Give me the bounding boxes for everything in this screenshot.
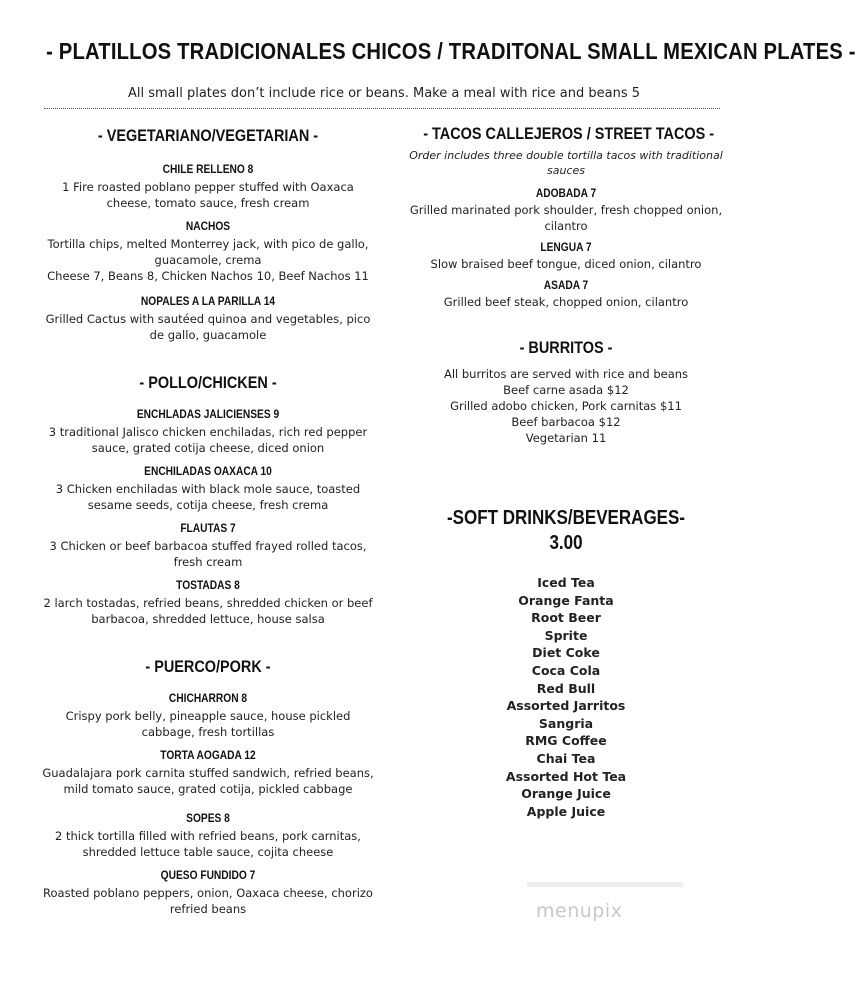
menu-item-desc: sauce, grated cotija cheese, diced onion xyxy=(91,441,325,455)
menu-item-desc: fresh cream xyxy=(173,555,243,569)
menu-item-name: ADOBADA 7 xyxy=(535,186,597,200)
burrito-line: Beef barbacoa $12 xyxy=(511,415,621,429)
menu-item-name: CHILE RELLENO 8 xyxy=(162,162,254,176)
menu-item-desc: 3 Chicken enchiladas with black mole sauce, toasted xyxy=(55,482,361,496)
menu-item-desc: Slow braised beef tongue, diced onion, cilantro xyxy=(430,257,702,271)
section-title-street-tacos: - TACOS CALLEJEROS / STREET TACOS - xyxy=(423,124,715,143)
menu-item-desc: 2 thick tortilla filled with refried beans, pork carnitas, xyxy=(55,829,361,843)
menu-item-desc: Guadalajara pork carnita stuffed sandwich, refried beans, xyxy=(42,766,374,780)
drink-item: Apple Juice xyxy=(526,803,606,819)
drink-item: Sprite xyxy=(544,627,588,643)
drink-item: Assorted Hot Tea xyxy=(505,768,627,784)
menu-item-desc: mild tomato sauce, grated cotija, pickled cabbage xyxy=(63,782,353,796)
menu-item-name: LENGUA 7 xyxy=(540,240,592,254)
page-title: - PLATILLOS TRADICIONALES CHICOS / TRADITONAL SMALL MEXICAN PLATES - xyxy=(46,38,856,64)
menu-item-name: ENCHILADAS OAXACA 10 xyxy=(144,464,272,478)
menupix-watermark: menupix xyxy=(536,900,623,922)
drinks-list xyxy=(398,574,734,820)
drink-item: Orange Fanta xyxy=(518,592,614,608)
drink-item: Root Beer xyxy=(531,610,601,626)
menu-item-desc: Roasted poblano peppers, onion, Oaxaca cheese, chorizo xyxy=(43,886,373,900)
tacos-note: Order includes three double tortilla tacos with traditional xyxy=(409,149,723,162)
burrito-line: All burritos are served with rice and beans xyxy=(443,367,689,381)
section-title-chicken: - POLLO/CHICKEN - xyxy=(139,373,277,392)
drinks-price: 3.00 xyxy=(549,532,583,554)
menu-item-desc: 3 Chicken or beef barbacoa stuffed frayed rolled tacos, xyxy=(49,539,367,553)
menu-item-name: TOSTADAS 8 xyxy=(176,578,240,592)
menu-item-name: ENCHLADAS JALICIENSES 9 xyxy=(136,407,280,421)
menu-item-name: TORTA AOGADA 12 xyxy=(160,748,256,762)
menu-item-desc: guacamole, crema xyxy=(154,253,262,267)
menu-item-name: NACHOS xyxy=(185,219,231,233)
watermark-bar xyxy=(527,882,683,887)
drink-item: Iced Tea xyxy=(537,575,595,590)
menu-item-name: FLAUTAS 7 xyxy=(180,521,236,535)
drink-item: Assorted Jarritos xyxy=(506,698,626,714)
menu-item-desc: Grilled beef steak, chopped onion, cilantro xyxy=(443,295,689,309)
menu-item-desc: Crispy pork belly, pineapple sauce, house pickled xyxy=(65,709,351,723)
menu-item-desc: 1 Fire roasted poblano pepper stuffed with Oaxaca xyxy=(62,180,354,194)
page-subtitle: All small plates don’t include rice or beans. Make a meal with rice and beans 5 xyxy=(127,86,641,101)
drink-item: Diet Coke xyxy=(532,645,600,661)
menu-item-name: QUESO FUNDIDO 7 xyxy=(160,868,256,882)
drink-item: Sangria xyxy=(538,715,594,731)
menu-item-name: CHICHARRON 8 xyxy=(168,691,248,705)
menu-item-name: SOPES 8 xyxy=(186,811,230,825)
left-column xyxy=(40,120,376,917)
menu-item-desc: sesame seeds, cotija cheese, fresh crema xyxy=(87,498,329,512)
drink-item: Chai Tea xyxy=(536,750,596,766)
drink-item: RMG Coffee xyxy=(525,733,607,749)
menu-item-desc: de gallo, guacamole xyxy=(149,328,267,342)
menu-item-desc: cheese, tomato sauce, fresh cream xyxy=(106,196,310,210)
menu-item-desc: Grilled marinated pork shoulder, fresh chopped onion, xyxy=(409,203,723,217)
menu-item-desc: Cheese 7, Beans 8, Chicken Nachos 10, Beef Nachos 11 xyxy=(47,269,369,283)
menu-item-desc: Grilled Cactus with sautéed quinoa and vegetables, pico xyxy=(45,312,371,326)
menu-item-desc: 2 larch tostadas, refried beans, shredded chicken or beef xyxy=(43,596,373,610)
section-title-pork: - PUERCO/PORK - xyxy=(145,657,271,676)
right-column xyxy=(398,120,734,820)
drink-item: Red Bull xyxy=(536,680,596,696)
menu-item-desc: barbacoa, shredded lettuce, house salsa xyxy=(91,612,325,626)
menu-item-desc: cilantro xyxy=(544,219,588,233)
drink-item: Orange Juice xyxy=(521,786,611,802)
menu-item-desc: shredded lettuce table sauce, cojita cheese xyxy=(82,845,334,859)
drink-item: Coca Cola xyxy=(531,662,601,678)
menu-item-desc: cabbage, fresh tortillas xyxy=(141,725,275,739)
burrito-line: Grilled adobo chicken, Pork carnitas $11 xyxy=(450,399,682,413)
menu-item-name: ASADA 7 xyxy=(543,278,589,292)
section-title-vegetarian: - VEGETARIANO/VEGETARIAN - xyxy=(97,126,319,145)
tacos-note: sauces xyxy=(547,164,585,177)
burrito-line: Vegetarian 11 xyxy=(525,431,607,445)
burrito-line: Beef carne asada $12 xyxy=(503,383,629,397)
menu-item-name: NOPALES A LA PARILLA 14 xyxy=(140,294,276,308)
section-title-burritos: - BURRITOS - xyxy=(519,338,613,357)
menu-item-desc: 3 traditional Jalisco chicken enchiladas, rich red pepper xyxy=(48,425,368,439)
section-title-drinks: -SOFT DRINKS/BEVERAGES- xyxy=(446,507,686,529)
dotted-divider xyxy=(44,108,720,109)
menu-item-desc: Tortilla chips, melted Monterrey jack, with pico de gallo, xyxy=(47,237,369,251)
menu-item-desc: refried beans xyxy=(169,902,247,916)
